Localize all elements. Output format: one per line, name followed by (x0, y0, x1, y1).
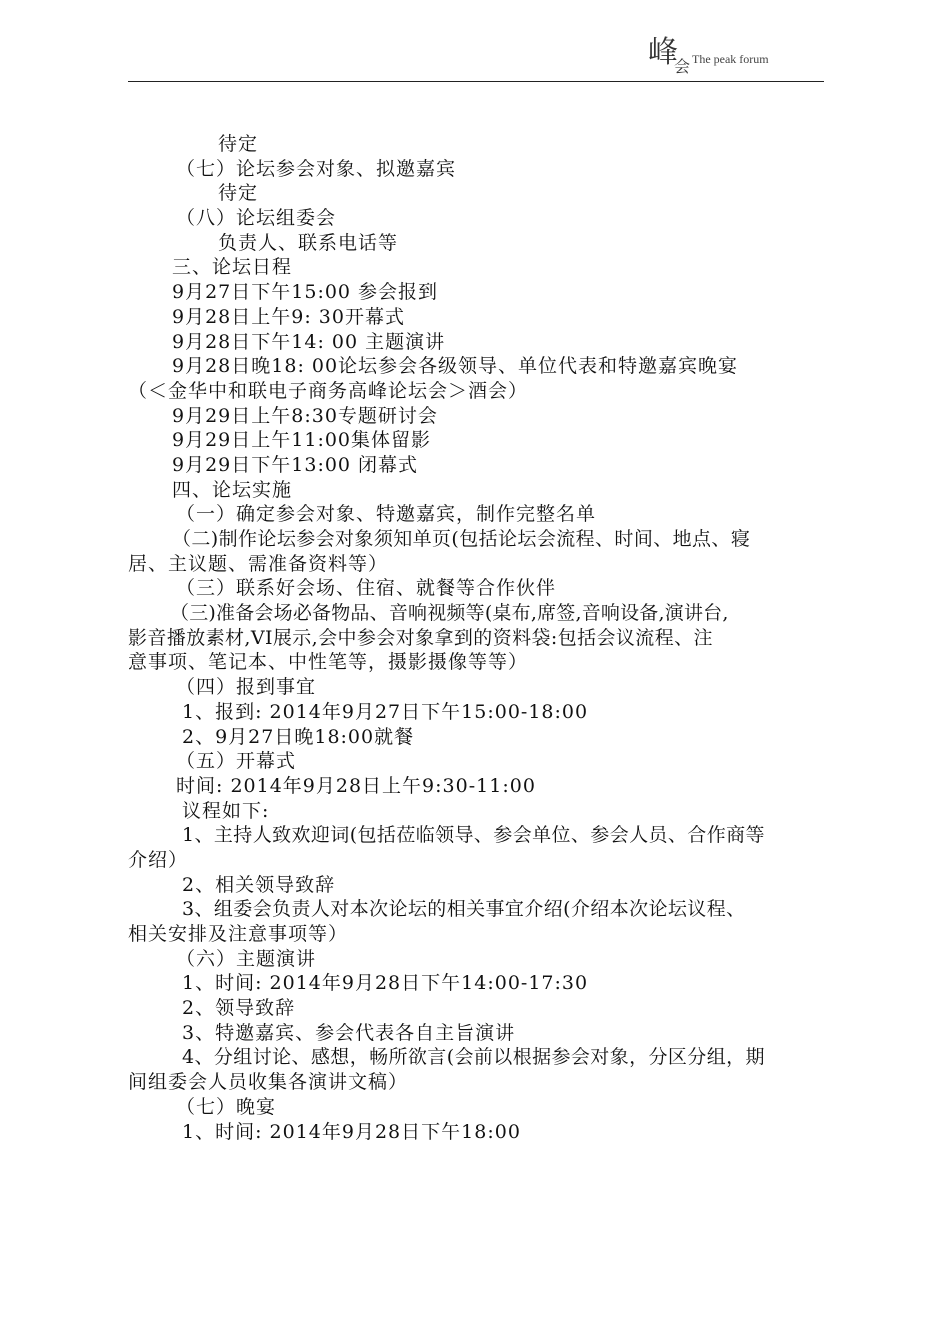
text-line: （七）晚宴 (176, 1095, 277, 1118)
section-heading: 三、论坛日程 (172, 256, 293, 279)
text-line: 意事项、笔记本、中性笔等，摄影摄像等等） (128, 651, 529, 674)
text-line: 介绍） (128, 848, 189, 871)
text-line: （六）主题演讲 (176, 947, 317, 970)
text-line: 9月28日晚18: 00论坛参会各级领导、单位代表和特邀嘉宾晚宴 (172, 355, 739, 378)
text-line: 相关安排及注意事项等） (128, 923, 349, 945)
text-line: 2、9月27日晚18:00就餐 (182, 725, 415, 748)
text-line: （八）论坛组委会 (176, 207, 337, 230)
text-line: 影音播放素材,VI展示,会中参会对象拿到的资料袋:包括会议流程、注 (128, 626, 713, 649)
text-line: 间组委会人员收集各演讲文稿） (128, 1071, 409, 1094)
text-line: 1、报到: 2014年9月27日下午15:00-18:00 (182, 700, 589, 723)
text-line: 9月29日下午13:00 闭幕式 (172, 453, 419, 476)
logo-char-hui: 会 (674, 57, 691, 76)
text-line: （＜金华中和联电子商务高峰论坛会＞酒会） (128, 379, 529, 402)
text-line: （四）报到事宜 (176, 676, 317, 699)
text-line: 议程如下: (182, 799, 270, 822)
text-line: （七）论坛参会对象、拟邀嘉宾 (176, 157, 457, 180)
text-line: 时间: 2014年9月28日上午9:30-11:00 (176, 774, 536, 797)
text-line: 2、领导致辞 (182, 997, 296, 1020)
page-header (128, 30, 824, 86)
text-line: 居、主议题、需准备资料等） (128, 552, 389, 575)
text-line: 3、特邀嘉宾、参会代表各自主旨演讲 (182, 1021, 516, 1044)
text-line: 9月27日下午15:00 参会报到 (172, 281, 439, 304)
text-line: （三）联系好会场、住宿、就餐等合作伙伴 (176, 577, 557, 600)
text-line: 待定 (218, 133, 259, 155)
text-line: 3、组委会负责人对本次论坛的相关事宜介绍(介绍本次论坛议程、 (182, 898, 746, 921)
logo-english-text: The peak forum (692, 52, 769, 66)
text-line: 9月28日下午14: 00 主题演讲 (172, 330, 446, 353)
text-line: 4、分组讨论、感想，畅所欲言(会前以根据参会对象，分区分组，期 (182, 1046, 765, 1069)
peak-forum-logo (648, 32, 788, 82)
document-body (128, 132, 828, 1144)
logo-char-feng: 峰 (648, 35, 678, 70)
text-line: 负责人、联系电话等 (218, 231, 399, 254)
text-line: 1、时间: 2014年9月28日下午14:00-17:30 (182, 972, 589, 995)
text-line: （一）确定参会对象、特邀嘉宾，制作完整名单 (176, 503, 597, 526)
header-divider (128, 81, 824, 82)
text-line: 9月29日上午8:30专题研讨会 (172, 404, 438, 427)
text-line: 2、相关领导致辞 (182, 873, 336, 896)
text-line: （二)制作论坛参会对象须知单页(包括论坛会流程、时间、地点、寝 (172, 528, 751, 550)
text-line: 待定 (218, 182, 259, 205)
text-line: （五）开幕式 (176, 750, 297, 773)
text-line: 9月29日上午11:00集体留影 (172, 429, 432, 452)
text-line: 1、主持人致欢迎词(包括莅临领导、参会单位、参会人员、合作商等 (182, 824, 765, 847)
text-line: （三)准备会场必备物品、音响视频等(桌布,席签,音响设备,演讲台, (170, 602, 729, 625)
text-line: 1、时间: 2014年9月28日下午18:00 (182, 1120, 521, 1143)
text-line: 9月28日上午9: 30开幕式 (172, 305, 405, 328)
section-heading: 四、论坛实施 (172, 478, 293, 501)
